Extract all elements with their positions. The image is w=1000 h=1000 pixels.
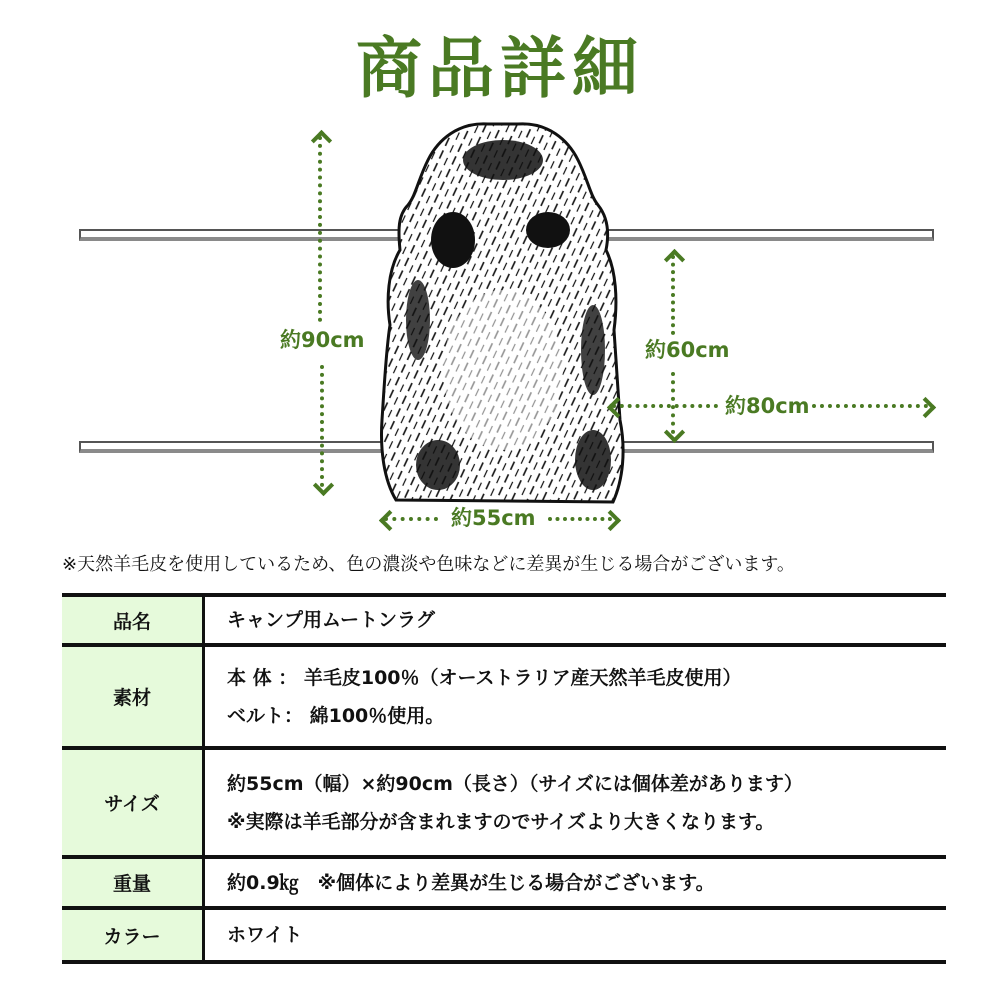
value-line: 約0.9㎏ ※個体により差異が生じる場合がございます。	[227, 871, 715, 894]
row-label-weight: 重量	[62, 857, 204, 908]
arrow-down-icon	[313, 475, 334, 496]
rail-length-line-right	[812, 404, 928, 408]
table-row	[62, 857, 946, 908]
arrow-right-icon	[915, 397, 936, 418]
height-dimension-line-upper	[318, 136, 322, 322]
table-row	[62, 645, 946, 748]
arrow-up-icon	[664, 249, 685, 270]
value-line: ベルト： 綿100％使用。	[227, 704, 445, 727]
value-line: キャンプ用ムートンラグ	[227, 609, 436, 631]
table-row	[62, 748, 946, 857]
table-row	[62, 595, 946, 645]
row-value-weight	[204, 857, 947, 908]
color-variance-note: ※天然羊毛皮を使用しているため、色の濃淡や色味などに差異が生じる場合がございます。	[62, 554, 795, 575]
value-line: 本 体 ： 羊毛皮100％（オーストラリア産天然羊毛皮使用）	[227, 666, 742, 689]
page-title: 商品詳細	[356, 29, 644, 107]
row-value-size	[204, 748, 947, 857]
arrow-down-icon	[664, 422, 685, 443]
value-line: ホワイト	[227, 924, 303, 946]
rail-gap-label: 約60cm	[645, 338, 730, 362]
height-dimension-line-lower	[320, 365, 324, 487]
arrow-left-icon	[379, 510, 400, 531]
row-value-product-name	[204, 595, 947, 645]
arrow-up-icon	[311, 130, 332, 151]
arrow-right-icon	[600, 510, 621, 531]
height-label: 約90cm	[280, 328, 365, 352]
value-line: 約55cm（幅）×約90cm（長さ）（サイズには個体差があります）	[227, 772, 803, 795]
row-label-product-name: 品名	[62, 595, 204, 645]
sheepskin-rug-image	[378, 120, 628, 508]
spec-table	[62, 593, 946, 964]
table-row	[62, 908, 946, 962]
width-label: 約55cm	[451, 506, 536, 530]
row-label-size: サイズ	[62, 748, 204, 857]
value-line: ※実際は羊毛部分が含まれますのでサイズより大きくなります。	[227, 810, 775, 833]
row-label-color: カラー	[62, 908, 204, 962]
row-value-material	[204, 645, 947, 748]
rail-length-label: 約80cm	[725, 394, 810, 418]
row-label-material: 素材	[62, 645, 204, 748]
row-value-color	[204, 908, 947, 962]
